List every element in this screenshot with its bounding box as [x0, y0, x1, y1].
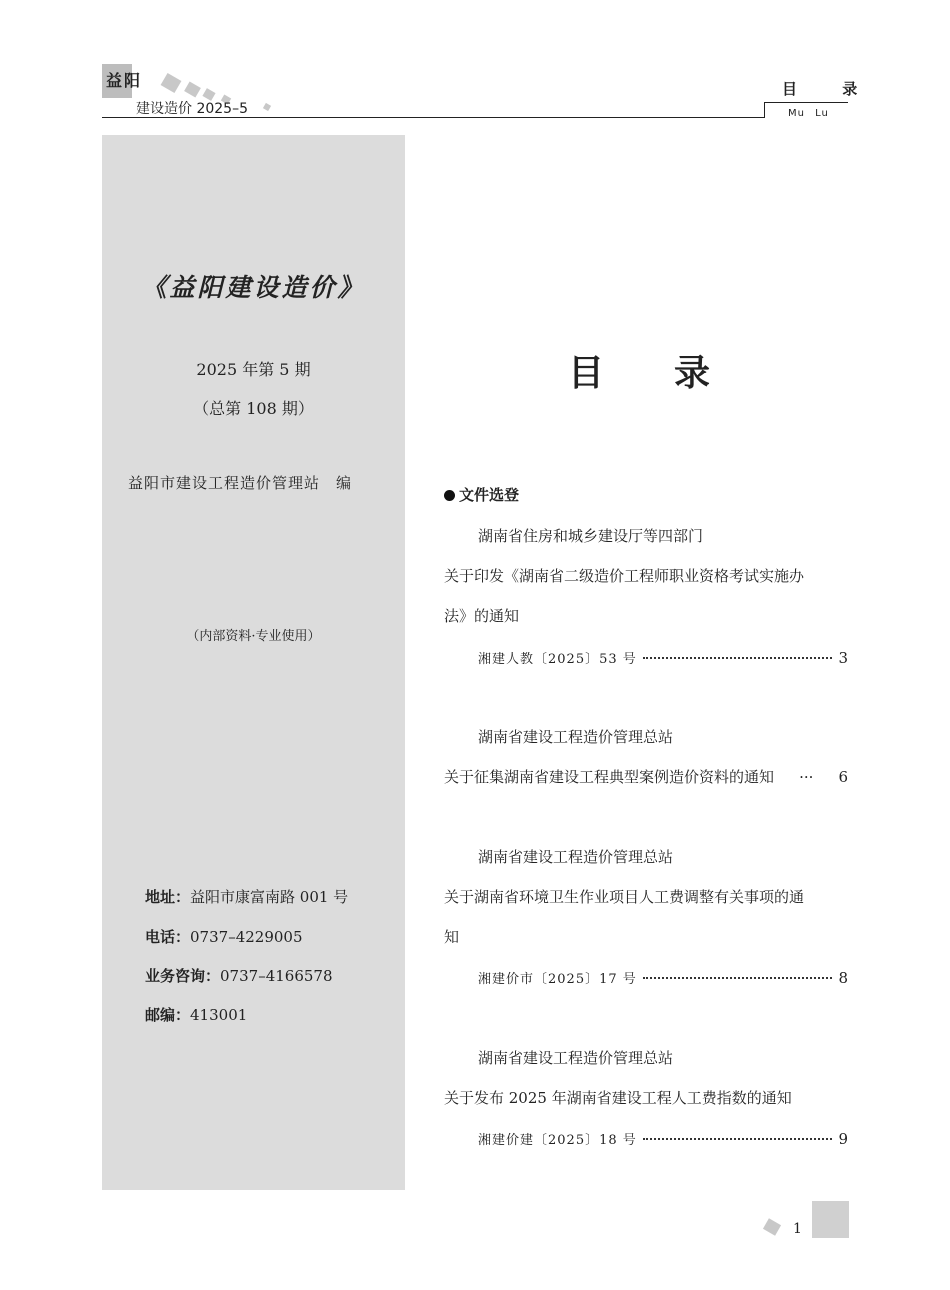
contact-address: 地址：益阳市康富南路 001 号 [145, 888, 349, 906]
toc-entry-org: 湖南省建设工程造价管理总站 [478, 1049, 674, 1067]
toc-section-title: 文件选登 [444, 484, 519, 505]
editor-line [128, 472, 352, 493]
page-number: 8 [838, 969, 848, 987]
toc-entry-org: 湖南省建设工程造价管理总站 [478, 848, 674, 866]
header-section-title: 目 录 [782, 80, 878, 98]
contact-postcode: 邮编：413001 [145, 1006, 248, 1024]
header-rule [102, 117, 764, 118]
dot-leader [643, 1138, 833, 1140]
header-section-pinyin: Mu Lu [788, 108, 829, 119]
toc-entry-org: 湖南省住房和城乡建设厅等四部门 [478, 527, 704, 545]
contact-phone: 电话：0737–4229005 [145, 928, 303, 946]
toc-entry-title[interactable]: 关于发布 2025 年湖南省建设工程人工费指数的通知 [444, 1089, 792, 1107]
journal-logo: 益阳 [106, 71, 143, 90]
toc-entry-title[interactable]: 关于湖南省环境卫生作业项目人工费调整有关事项的通 [444, 888, 805, 906]
decor-square [763, 1218, 781, 1235]
toc-entry-title[interactable]: 关于印发《湖南省二级造价工程师职业资格考试实施办 [444, 567, 805, 585]
header-rule-step [764, 103, 765, 118]
page-number: 9 [838, 1130, 848, 1148]
total-issue-number: （总第 108 期） [193, 399, 314, 418]
header-rule-right [764, 102, 848, 103]
toc-entry-title-cont[interactable]: 知 [444, 928, 460, 946]
dot-leader [643, 657, 833, 659]
toc-heading: 目录 [568, 353, 781, 394]
doc-number: 湘建价建〔2025〕18 号 [478, 1133, 637, 1148]
decor-square [184, 81, 201, 97]
footer-block [812, 1201, 849, 1238]
decor-square [161, 73, 182, 93]
toc-entry-ref[interactable] [478, 648, 848, 670]
internal-note: （内部资料·专业使用） [186, 629, 321, 644]
dot-leader: ··· [799, 768, 814, 786]
issue-number: 2025 年第 5 期 [196, 360, 311, 379]
toc-entry-org: 湖南省建设工程造价管理总站 [478, 728, 674, 746]
header-journal-issue: 建设造价 2025–5 [136, 101, 248, 117]
contact-inquiry: 业务咨询：0737–4166578 [145, 967, 333, 985]
bullet-icon [444, 490, 455, 501]
page-number: 3 [838, 649, 848, 667]
toc-entry-ref[interactable] [478, 968, 848, 990]
page-number: 6 [838, 768, 848, 786]
footer-page-number: 1 [793, 1221, 802, 1237]
editor-mark: 编 [336, 474, 353, 492]
toc-entry-title-cont[interactable]: 法》的通知 [444, 607, 520, 625]
toc-entry-ref[interactable] [478, 1129, 848, 1151]
doc-number: 湘建人教〔2025〕53 号 [478, 652, 637, 667]
editor-org: 益阳市建设工程造价管理站 [128, 474, 321, 492]
decor-square [263, 103, 271, 111]
dot-leader [643, 977, 833, 979]
toc-entry-title[interactable]: 关于征集湖南省建设工程典型案例造价资料的通知 ··· 6 [444, 768, 848, 786]
doc-number: 湘建价市〔2025〕17 号 [478, 972, 637, 987]
journal-title: 《益阳建设造价》 [141, 273, 366, 302]
